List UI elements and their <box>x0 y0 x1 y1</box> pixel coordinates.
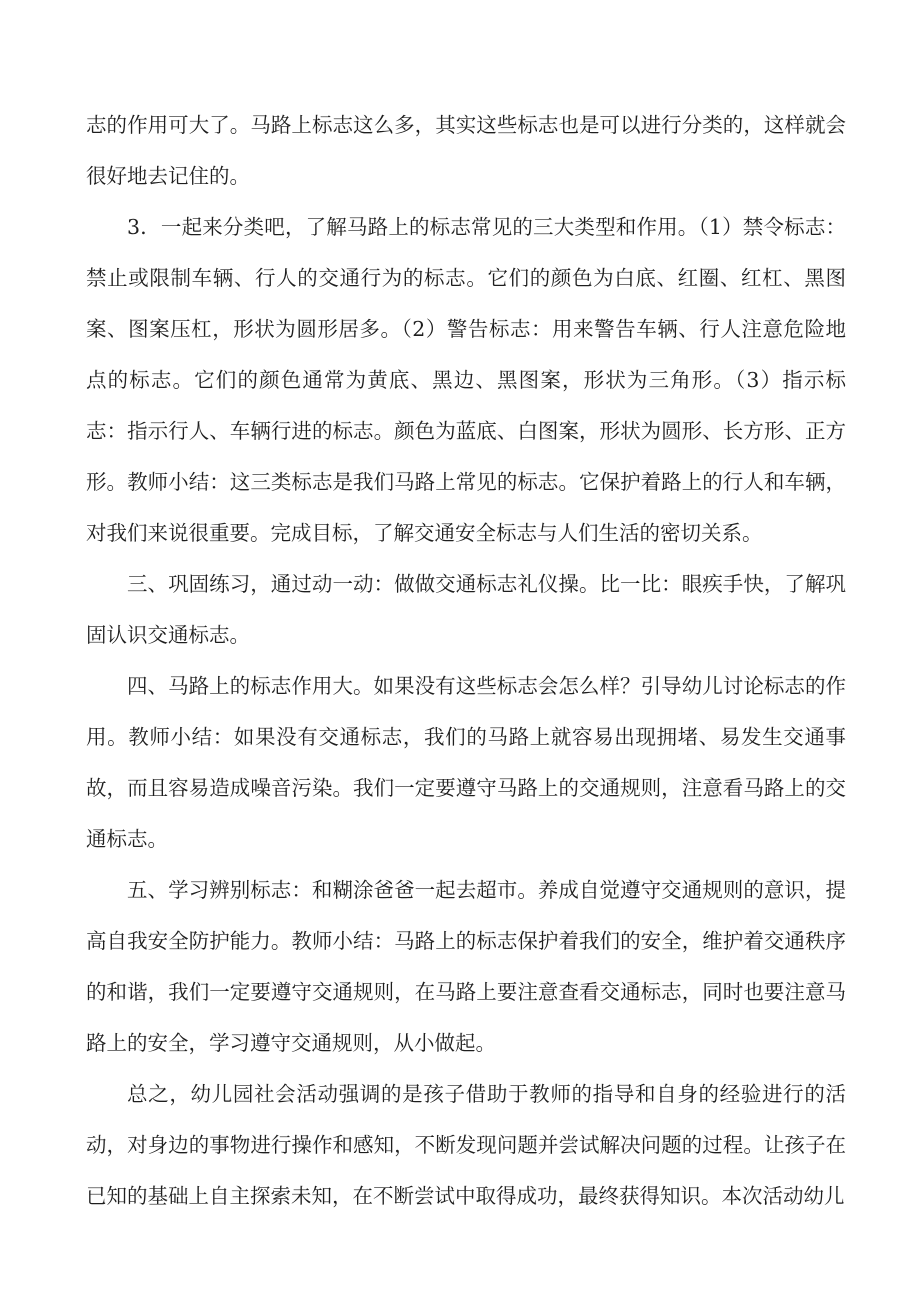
paragraph-sign-importance: 四、马路上的标志作用大。如果没有这些标志会怎么样？引导幼儿讨论标志的作用。教师小结：如果没有交通标志，我们的马路上就容易出现拥堵、易发生交通事故，而且容易造成噪音污染。我们一定要遵守马路上的交通规则，注意看马路上的交通标志。 <box>86 674 846 851</box>
paragraph-sign-categories: 3．一起来分类吧，了解马路上的标志常见的三大类型和作用。（1）禁令标志：禁止或限制车辆、行人的交通行为的标志。它们的颜色为白底、红圈、红杠、黑图案、图案压杠，形状为圆形居多。（2）警告标志：用来警告车辆、行人注意危险地点的标志。它们的颜色通常为黄底、黑边、黑图案，形状为三角形。（3）指示标志：指示行人、车辆行进的标志。颜色为蓝底、白图案，形状为圆形、长方形、正方形。教师小结：这三类标志是我们马路上常见的标志。它保护着路上的行人和车辆，对我们来说很重要。完成目标，了解交通安全标志与人们生活的密切关系。 <box>86 215 846 545</box>
paragraph-summary: 总之，幼儿园社会活动强调的是孩子借助于教师的指导和自身的经验进行的活动，对身边的事物进行操作和感知，不断发现问题并尝试解决问题的过程。让孩子在已知的基础上自主探索未知，在不断尝试中取得成功，最终获得知识。本次活动幼儿 <box>86 1082 846 1208</box>
paragraph-practice: 三、巩固练习，通过动一动：做做交通标志礼仪操。比一比：眼疾手快，了解巩固认识交通标志。 <box>86 572 846 647</box>
document-body <box>86 100 846 1222</box>
paragraph-identify-signs: 五、学习辨别标志：和糊涂爸爸一起去超市。养成自觉遵守交通规则的意识，提高自我安全防护能力。教师小结：马路上的标志保护着我们的安全，维护着交通秩序的和谐，我们一定要遵守交通规则，在马路上要注意查看交通标志，同时也要注意马路上的安全，学习遵守交通规则，从小做起。 <box>86 878 846 1055</box>
paragraph-continuation: 志的作用可大了。马路上标志这么多，其实这些标志也是可以进行分类的，这样就会很好地去记住的。 <box>86 113 846 188</box>
